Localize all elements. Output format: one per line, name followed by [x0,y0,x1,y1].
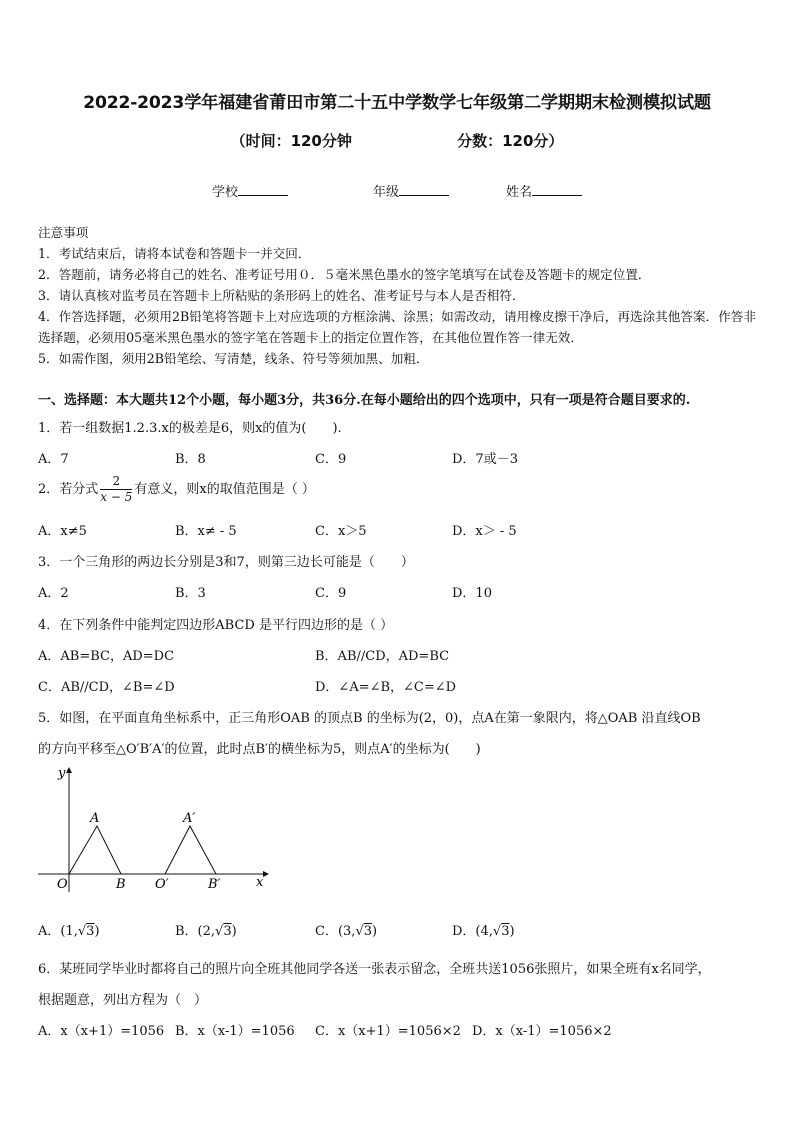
q6-option-b: B．x（x-1）=1056 [175,1024,295,1039]
notes-heading: 注意事项 [38,225,89,240]
q1-option-c: C．9 [315,452,347,467]
q3-option-c: C．9 [315,586,347,601]
question-1-stem: 1．若一组数据1.2.3.x的极差是6，则x的值为( ). [38,421,342,436]
question-5-stem-line1: 5．如图，在平面直角坐标系中，正三角形OAB 的顶点B 的坐标为(2，0)，点A在第一象限内，将△OAB 沿直线OB [38,711,701,726]
q6-option-a: A．x（x+1）=1056 [38,1024,165,1039]
q4-option-b: B．AB//CD，AD=BC [315,649,450,664]
q2-option-b: B．x≠ - 5 [175,524,237,539]
notes-block [38,222,758,369]
question-3-stem: 3．一个三角形的两边长分别是3和7，则第三边长可能是（ ） [38,555,414,570]
label-y: y [58,766,66,781]
label-o: O [57,877,68,892]
q5-option-b: B．(2,√3) [175,924,237,939]
fraction: $\frac{2}{x - 5}$ [100,474,133,504]
question-4-stem: 4．在下列条件中能判定四边形ABCD 是平行四边形的是（ ） [38,618,394,633]
q2-option-d: D．x＞ - 5 [452,524,517,539]
note-item: 3．请认真核对监考员在答题卡上所粘贴的条形码上的姓名、准考证号与本人是否相符． [38,288,525,303]
question-6-stem-line2: 根据题意，列出方程为（ ） [38,993,208,1008]
q2-option-a: A．x≠5 [38,524,87,539]
label-x: x [256,875,264,890]
question-6-stem-line1: 6．某班同学毕业时都将自己的照片向全班其他同学各送一张表示留念，全班共送1056张照片，如果全班有x名同学， [38,962,711,977]
label-b-prime: B′ [208,877,221,892]
q6-option-c: C．x（x+1）=1056×2 [315,1024,461,1039]
triangle-oab [69,826,121,874]
question-2-stem: 2．若分式 $\frac{2}{x - 5}$ 有意义，则x的取值范围是（ ） [38,474,315,504]
grade-blank [399,183,449,196]
coordinate-figure [38,762,278,897]
question-5-stem-line2: 的方向平移至△O′B′A′的位置，此时点B′的横坐标为5，则点A′的坐标为( ) [38,742,481,757]
school-blank [238,183,288,196]
q1-option-b: B．8 [175,452,206,467]
name-blank [532,183,582,196]
exam-subtitle [0,130,794,151]
q3-option-a: A．2 [38,586,69,601]
school-field: 学校 [212,181,288,200]
note-item: 4．作答选择题，必须用2B铅笔将答题卡上对应选项的方框涂满、涂黑；如需改动，请用橡皮擦干净后，再选涂其他答案．作答非选择题，必须用05毫米黑色墨水的签字笔在答题卡上的指定位置作答，在其他位置作答一律无效． [38,309,756,345]
q5-option-c: C．(3,√3) [315,924,378,939]
q1-option-d: D．7或－3 [452,452,518,467]
q1-option-a: A．7 [38,452,69,467]
label-a: A [90,811,100,826]
section-heading: 一、选择题：本大题共12个小题，每小题3分，共36分.在每小题给出的四个选项中，只有一项是符合题目要求的. [38,393,691,408]
note-item: 2．答题前，请务必将自己的姓名、准考证号用０．５毫米黑色墨水的签字笔填写在试卷及答题卡的规定位置． [38,267,651,282]
q3-option-b: B．3 [175,586,206,601]
name-field: 姓名 [506,181,582,200]
label-o-prime: O′ [155,877,169,892]
exam-title: 2022-2023学年福建省莆田市第二十五中学数学七年级第二学期期末检测模拟试题 [83,93,711,113]
q4-option-a: A．AB=BC，AD=DC [38,649,175,664]
total-score: 分数：120分） [457,132,564,150]
label-a-prime: A′ [183,811,196,826]
q5-option-d: D．(4,√3) [452,924,515,939]
label-b: B [116,877,126,892]
time-limit: （时间：120分钟 [230,132,352,150]
q3-option-d: D．10 [452,586,492,601]
q5-option-a: A．(1,√3) [38,924,100,939]
q2-option-c: C．x＞5 [315,524,367,539]
q4-option-d: D．∠A=∠B，∠C=∠D [315,680,457,695]
grade-field: 年级 [373,181,449,200]
q4-option-c: C．AB//CD，∠B=∠D [38,680,175,695]
q6-option-d: D．x（x-1）=1056×2 [472,1024,612,1039]
triangle-oab-translated [165,826,216,874]
note-item: 5．如需作图，须用2B铅笔绘、写清楚，线条、符号等须加黑、加粗． [38,351,429,366]
note-item: 1．考试结束后，请将本试卷和答题卡一并交回． [38,246,311,261]
